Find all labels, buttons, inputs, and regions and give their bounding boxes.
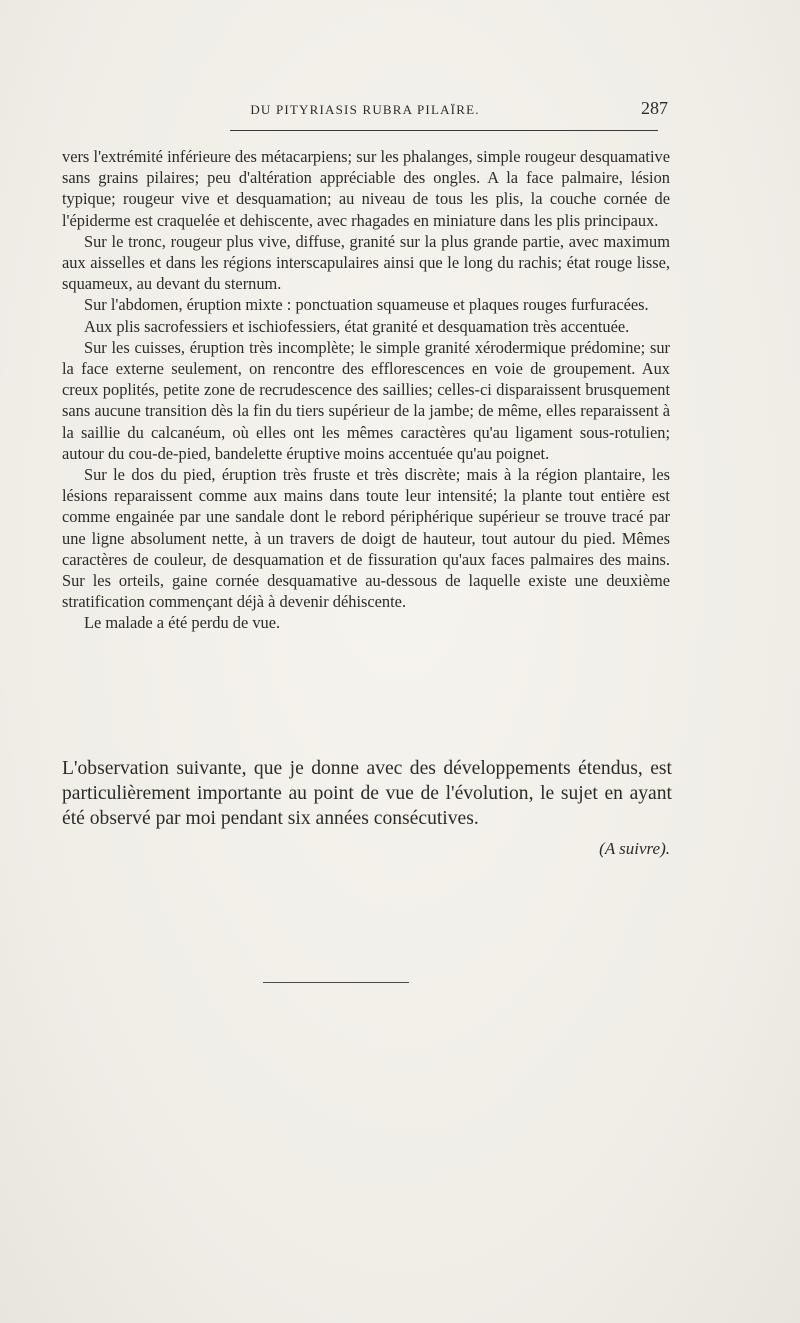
case-report-text [62, 146, 670, 634]
paragraph: Aux plis sacrofessiers et ischiofessiers, état granité et desquamation très accentuée. [84, 316, 630, 336]
paragraph: Sur les cuisses, éruption très incomplète; le simple granité xérodermique prédomine; sur la face externe seulement, on rencontre des efflorescences en voie de groupement. Aux creux poplités, petite zone de recrudescence des saillies; celles-ci disparaissent brusquement sans aucune transition dès la fin du tiers supérieur de la jambe; de même, elles reparaissent à la saillie du calcanéum, où elles ont les mêmes caractères qu'au ligament sous-rotulien; autour du cou-de-pied, bandelette éruptive moins accentuée qu'au poignet. [62, 337, 670, 463]
end-rule [263, 982, 409, 983]
paragraph: Le malade a été perdu de vue. [84, 613, 281, 633]
paragraph: Sur le tronc, rougeur plus vive, diffuse, granité sur la plus grande partie, avec maximum aux aisselles et dans les régions interscapulaires ainsi que le long du rachis; état rouge lisse, squameux, au devant du sternum. [62, 231, 670, 294]
paragraph: L'observation suivante, que je donne avec des développements étendus, est particulièrement importante au point de vue de l'évolution, le sujet en ayant été observé par moi pendant six années consécutives. [62, 758, 672, 829]
paragraph: Sur l'abdomen, éruption mixte : ponctuation squameuse et plaques rouges furfuracées. [84, 295, 649, 315]
observation-intro [62, 756, 672, 831]
header-rule [230, 130, 658, 131]
paragraph: Sur le dos du pied, éruption très fruste et très discrète; mais à la région plantaire, les lésions reparaissent comme aux mains dans toute leur intensité; la plante tout entière est comme engainée par une sandale dont le rebord périphérique supérieur se trouve tracé par une ligne absolument nette, à un travers de doigt de hauteur, tout autour du pied. Mêmes caractères de couleur, de desquamation et de fissuration qu'aux faces palmaires des mains. Sur les orteils, gaine cornée desquamative au-dessous de laquelle existe une deuxième stratification commençant déjà à devenir déhiscente. [62, 465, 670, 612]
running-title: DU PITYRIASIS RUBRA PILAÏRE. [250, 102, 480, 117]
page-number: 287 [641, 98, 668, 118]
page-header [62, 98, 668, 122]
continuation-note: (A suivre). [599, 839, 670, 858]
paragraph: vers l'extrémité inférieure des métacarpiens; sur les phalanges, simple rougeur desquamative sans grains pilaires; peu d'altération appréciable des ongles. A la face palmaire, lésion typique; rougeur vive et desquamation; au niveau de tous les plis, la couche cornée de l'épiderme est craquelée et dehiscente, avec rhagades en miniature dans les plis principaux. [62, 147, 670, 230]
